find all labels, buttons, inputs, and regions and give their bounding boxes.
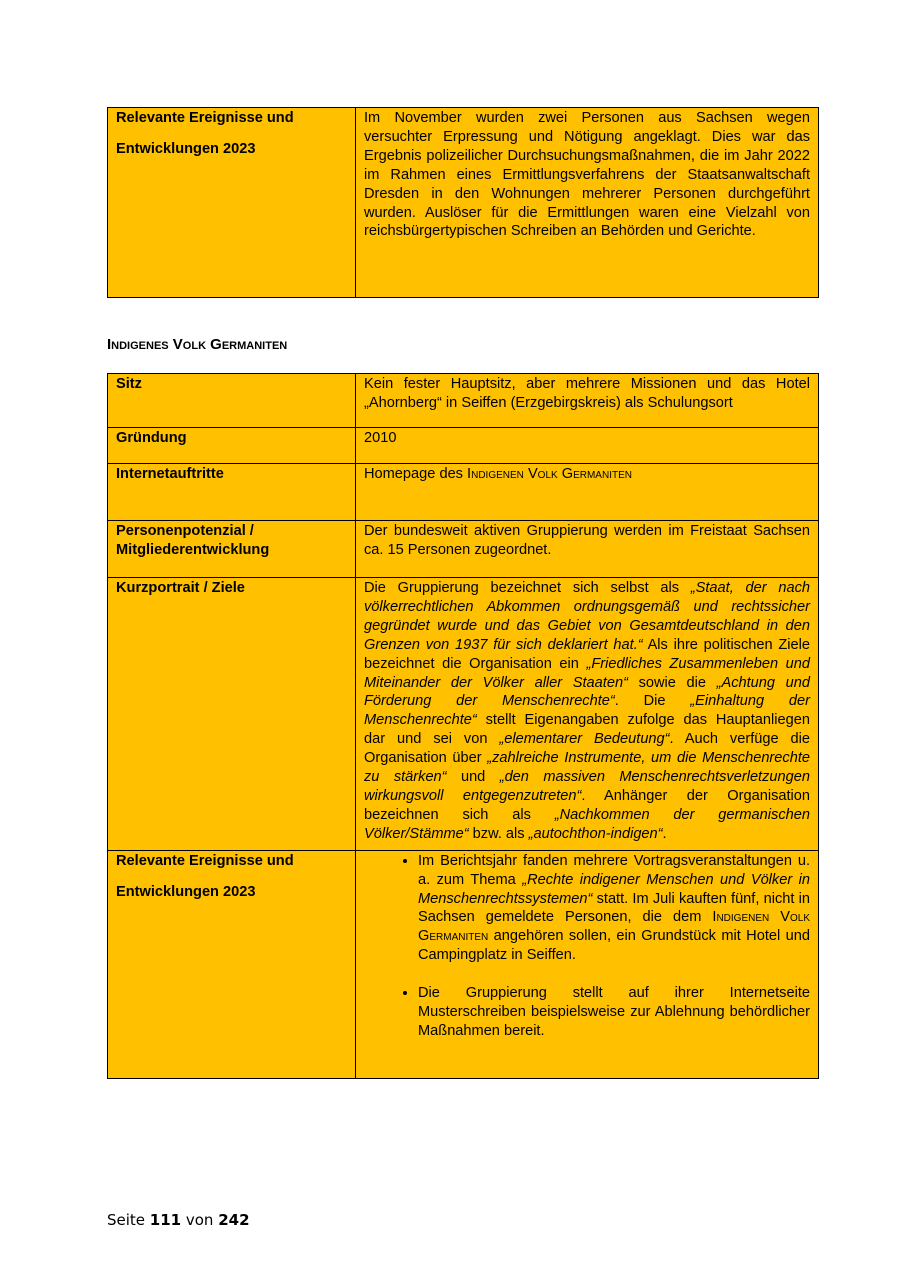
label-line: Relevante Ereignisse und [116, 110, 294, 126]
list-item [418, 852, 810, 965]
page-total: 242 [218, 1211, 250, 1229]
label-line: Entwicklungen 2023 [116, 883, 256, 900]
text-run: . Auch verfüge die Organisation über [364, 731, 811, 767]
text-run: Als ihre politischen Ziele bezeichnet die Organisation ein [364, 636, 810, 672]
internet-prefix: Homepage des [364, 466, 468, 482]
organization-name: Indigenen Volk Germaniten [418, 909, 811, 945]
text-run: . [662, 825, 667, 842]
row-label-internet: Internetauftritte [108, 464, 356, 521]
page-number: 111 [149, 1211, 182, 1229]
row-value-gruendung: 2010 [356, 428, 819, 464]
list-item: • Die Gruppierung stellt auf ihrer Internetseite Musterschreiben beispielsweise zur Ablehnung behördlicher Maßnahmen bereit. [418, 984, 810, 1041]
row-label-personen [108, 521, 356, 578]
quote: „autochthon-indigen“ [528, 825, 663, 842]
profile-table-germaniten [107, 373, 819, 1079]
text-run: Im Berichtsjahr fanden mehrere Vortragsveranstaltungen u. a. zum Thema [418, 852, 810, 888]
quote: „Rechte indigener Menschen und Völker in Menschenrechtssystemen“ [418, 871, 810, 907]
label-line: Personenpotenzial / [116, 523, 254, 539]
label-line: Relevante Ereignisse und [116, 852, 294, 869]
quote: „elementarer Bedeutung“ [499, 731, 670, 748]
row-value-internet [356, 464, 819, 521]
quote: „Einhaltung der Menschenrechte“ [364, 693, 810, 729]
footer-prefix: Seite [107, 1211, 150, 1229]
row-label-events [108, 108, 356, 298]
footer-middle: von [181, 1211, 219, 1229]
quote: „zahlreiche Instrumente, um die Menschenrechte zu stärken“ [364, 750, 810, 786]
events-table-reichsbuerger [107, 107, 819, 298]
events-text: Im November wurden zwei Personen aus Sachsen wegen versuchter Erpressung und Nötigung angeklagt. Dies war das Ergebnis polizeilicher Durchsuchungsmaßnahmen, die im Jahr 2022 im Rahmen eines Ermittlungsverfahrens der Staatsanwaltschaft Dresden in den Wohnungen mehrerer Personen durchgeführt wurden. Auslöser für die Ermittlungen waren eine Vielzahl von reichsbürgertypischen Schreiben an Behörden und Gerichte. [364, 110, 810, 240]
text-run: stellt Eigenangaben zufolge das Hauptanliegen dar und sei von [364, 712, 810, 748]
text-run: statt. Im Juli kauften fünf, nicht in Sachsen gemeldete Personen, die dem [418, 890, 810, 926]
text-run: . Anhänger der Organisation bezeichnen sich als [364, 787, 811, 823]
table-row [108, 428, 819, 464]
text-run: Die Gruppierung bezeichnet sich selbst als [364, 580, 691, 596]
quote: „Friedliches Zusammenleben und Miteinander der Völker aller Staaten“ [364, 655, 810, 691]
row-label-sitz: Sitz [108, 374, 356, 428]
table-row [108, 464, 819, 521]
row-value-personen: Der bundesweit aktiven Gruppierung werden im Freistaat Sachsen ca. 15 Personen zugeordnet. [356, 521, 819, 578]
text-run: bzw. als [468, 825, 529, 842]
row-value-ereignisse [356, 850, 819, 1078]
row-label-ereignisse [108, 850, 356, 1078]
row-label-kurzportrait: Kurzportrait / Ziele [108, 578, 356, 851]
events-bullet-list [364, 852, 810, 1041]
table-row [108, 578, 819, 851]
row-label-gruendung: Gründung [108, 428, 356, 464]
quote: „Staat, der nach völkerrechtlichen Abkommen ordnungsgemäß und rechtssicher gegründet wurde und das Gebiet von Gesamtdeutschland in den Grenzen von 1937 für sich deklariert hat.“ [364, 580, 810, 653]
text-run: sowie die [627, 674, 717, 691]
table-row [108, 374, 819, 428]
label-line: Entwicklungen 2023 [116, 140, 256, 157]
table-row [108, 850, 819, 1078]
quote: „den massiven Menschenrechtsverletzungen wirkungsvoll entgegenzutreten“ [364, 769, 810, 804]
label-line: Mitgliederentwicklung [116, 541, 270, 558]
row-value-kurzportrait [356, 578, 819, 851]
quote: „Achtung und Förderung der Menschenrechte“ [364, 674, 810, 710]
text-run: angehören sollen, ein Grundstück mit Hotel und Campingplatz in Seiffen. [418, 928, 810, 964]
row-value-sitz: Kein fester Hauptsitz, aber mehrere Missionen und das Hotel „Ahornberg“ in Seiffen (Erzgebirgskreis) als Schulungsort [356, 374, 819, 428]
organization-name: Indigenen Volk Germaniten [467, 466, 632, 482]
section-heading: Indigenes Volk Germaniten [107, 336, 288, 353]
row-value-events [356, 108, 819, 298]
table-row [108, 521, 819, 578]
text-run: . Die [614, 693, 691, 710]
quote: „Nachkommen der germanischen Völker/Stämme“ [364, 806, 810, 842]
page-footer [107, 1211, 250, 1229]
table-row [108, 108, 819, 298]
text-run: und [446, 769, 500, 786]
